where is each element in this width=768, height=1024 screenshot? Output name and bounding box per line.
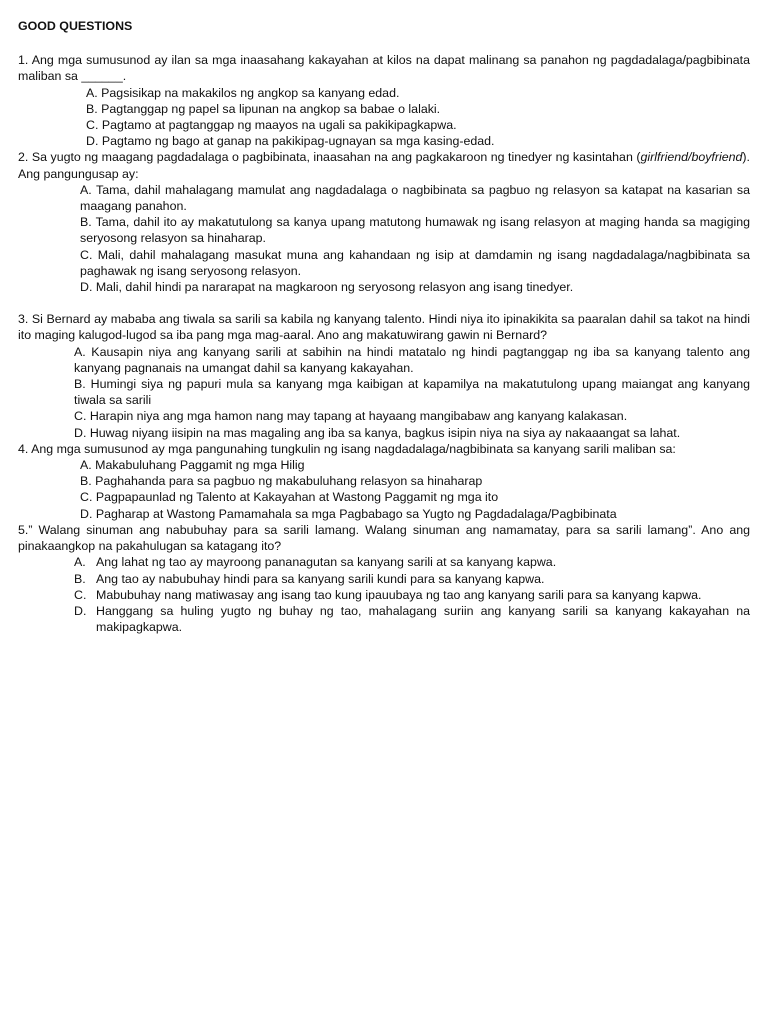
question-2-option-a: A. Tama, dahil mahalagang mamulat ang nagdadalaga o nagbibinata sa pagbuo ng relasyon sa katapat na kasarian sa maagang panahon. (80, 182, 750, 214)
question-4-option-c: C. Pagpapaunlad ng Talento at Kakayahan at Wastong Paggamit ng mga ito (80, 490, 499, 505)
question-4-text: 4. Ang mga sumusunod ay mga pangunahing tungkulin ng isang nagdadalaga/nagbibinata sa kanyang sarili maliban sa: (18, 441, 676, 456)
question-2-text (18, 149, 750, 181)
question-5-option-a (74, 554, 750, 570)
question-1-option-a: A. Pagsisikap na makakilos ng angkop sa kanyang edad. (86, 85, 400, 100)
question-3-text: 3. Si Bernard ay mababa ang tiwala sa sarili sa kabila ng kanyang talento. Hindi niya ito ipinakikita sa paaralan dahil sa takot na hindi ito maging kalugod-lugod sa iba pang mga mag-aaral. Ano ang makatuwirang gawin ni Bernard? (18, 312, 750, 343)
question-2-text-before: 2. Sa yugto ng maagang pagdadalaga o pagbibinata, inaasahan na ang pagkakaroon ng tinedyer ng kasintahan ( (18, 150, 641, 165)
question-1 (18, 52, 750, 149)
question-2-options (18, 182, 750, 295)
question-5-option-a-text: Ang lahat ng tao ay mayroong pananagutan sa kanyang sarili at sa kanyang kapwa. (96, 555, 557, 570)
question-2-option-b: B. Tama, dahil ito ay makatutulong sa kanya upang matutong humawak ng isang relasyon at maging handa sa magiging seryosong relasyon sa hinaharap. (80, 215, 750, 246)
question-4-option-b: B. Paghahanda para sa pagbuo ng makabuluhang relasyon sa hinaharap (80, 474, 483, 489)
question-5-option-a-letter: A. (74, 555, 86, 570)
document-page (18, 18, 750, 635)
question-5-option-b (74, 571, 750, 587)
question-3 (18, 311, 750, 441)
question-1-option-b: B. Pagtanggap ng papel sa lipunan na angkop sa babae o lalaki. (86, 101, 441, 116)
question-2-option-d: D. Mali, dahil hindi pa nararapat na magkaroon ng seryosong relasyon ang isang tinedyer. (80, 280, 574, 295)
question-5 (18, 522, 750, 635)
question-5-option-c (74, 587, 750, 603)
question-3-option-c: C. Harapin niya ang mga hamon nang may tapang at hayaang mangibabaw ang kanyang kalakasan. (74, 409, 628, 424)
question-5-option-d (74, 603, 750, 635)
question-5-option-b-text: Ang tao ay nabubuhay hindi para sa kanyang sarili kundi para sa kanyang kapwa. (96, 571, 545, 586)
question-4-option-d: D. Pagharap at Wastong Pamamahala sa mga Pagbabago sa Yugto ng Pagdadalaga/Pagbibinata (80, 506, 617, 521)
question-5-option-c-letter: C. (74, 587, 87, 602)
question-5-option-d-text: Hanggang sa huling yugto ng buhay ng tao, mahalagang suriin ang kanyang sarili sa kanyang kakayahan na makipagkapwa. (96, 603, 750, 635)
question-5-options (18, 554, 750, 635)
question-5-text: 5.” Walang sinuman ang nabubuhay para sa sarili lamang. Walang sinuman ang namamatay, para sa sarili lamang”. Ano ang pinakaangkop na pakahulugan sa katagang ito? (18, 522, 750, 554)
question-5-option-d-letter: D. (74, 603, 87, 618)
question-4-options (18, 457, 750, 522)
question-1-option-d: D. Pagtamo ng bago at ganap na pakikipag-ugnayan sa mga kasing-edad. (86, 134, 495, 149)
question-4 (18, 441, 750, 522)
question-2-text-italic: girlfriend/boyfriend (640, 150, 743, 165)
question-1-text: 1. Ang mga sumusunod ay ilan sa mga inaasahang kakayahan at kilos na dapat malinang sa panahon ng pagdadalaga/pagbibinata maliban sa ______. (18, 53, 750, 84)
question-2-text-after: ). Ang pangungusap ay: (18, 150, 750, 181)
question-3-options (18, 344, 750, 441)
document-title: GOOD QUESTIONS (18, 19, 133, 33)
question-1-option-c: C. Pagtamo at pagtanggap ng maayos na ugali sa pakikipagkapwa. (86, 118, 457, 133)
question-3-option-d: D. Huwag niyang iisipin na mas magaling ang iba sa kanya, bagkus isipin niya na siya ay nakaaangat sa lahat. (74, 425, 681, 440)
question-4-option-a: A. Makabuluhang Paggamit ng mga Hilig (80, 458, 305, 473)
question-2 (18, 149, 750, 295)
question-1-options (18, 85, 750, 150)
question-5-option-c-text: Mabubuhay nang matiwasay ang isang tao kung ipauubaya ng tao ang kanyang sarili para sa kanyang kapwa. (96, 587, 702, 602)
question-3-option-a: A. Kausapin niya ang kanyang sarili at sabihin na hindi matatalo ng hindi pagtanggap ng iba sa kanyang talento ang kanyang pagnanais na umangat dahil sa kanyang kakayahan. (74, 344, 750, 375)
question-3-option-b: B. Humingi siya ng papuri mula sa kanyang mga kaibigan at kapamilya na makatutulong upang maiangat ang kanyang tiwala sa sarili (74, 377, 750, 408)
question-5-option-b-letter: B. (74, 571, 86, 586)
question-2-option-c: C. Mali, dahil mahalagang masukat muna ang kahandaan ng isip at damdamin ng isang nagdadalaga/nagbibinata sa paghawak ng isang seryosong relasyon. (80, 247, 750, 278)
